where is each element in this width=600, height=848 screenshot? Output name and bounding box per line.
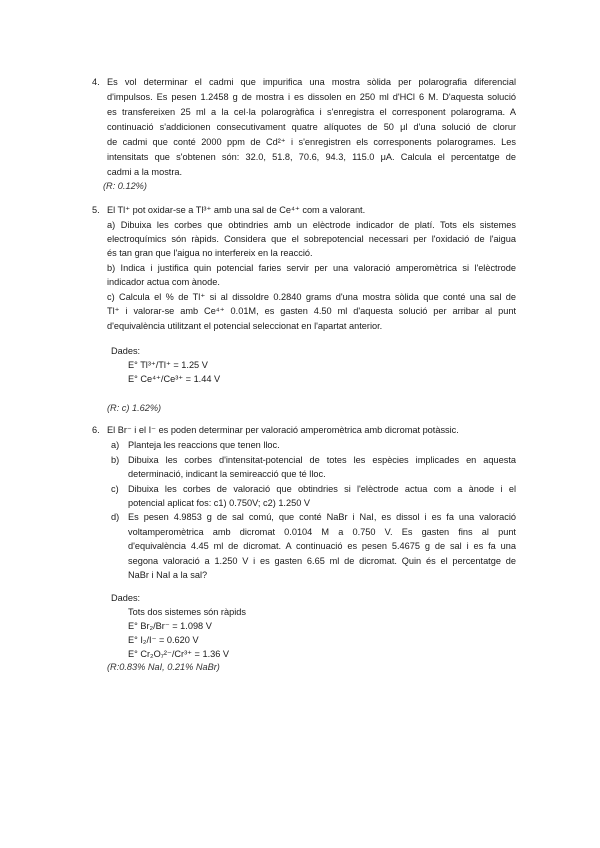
q6-item-c-line-2: potencial aplicat fos: c1) 0.750V; c2) 1.250 V (128, 498, 310, 508)
q5-line-1: a) Dibuixa les corbes que obtindries amb un elèctrode indicador de platí. Tots els sistemes (107, 220, 516, 230)
q6-dades-label: Dades: (111, 593, 141, 603)
q6-item-a-label: a) (111, 440, 120, 450)
q6-dades-3: E° Cr₂O₇²⁻/Cr³⁺ = 1.36 V (128, 649, 230, 659)
q5-dades-2: E° Ce⁴⁺/Ce³⁺ = 1.44 V (128, 374, 221, 384)
q4-answer: (R: 0.12%) (103, 181, 147, 191)
q6-dades-1: E° Br₂/Br⁻ = 1.098 V (128, 621, 212, 631)
q6-item-b-line-2: determinació, indicant la semireacció que té lloc. (128, 469, 326, 479)
q6-item-d-line-1: Es pesen 4.9853 g de sal comú, que conté NaBr i NaI, es dissol i es fa una valoració (128, 512, 516, 522)
q4-line-3: es transfereixen 25 ml a la cel·la polarogràfica i s'enregistra el corresponent polarograma. A (107, 107, 516, 117)
q6-intro: El Br⁻ i el I⁻ es poden determinar per valoració amperomètrica amb dicromat potàssic. (107, 425, 459, 435)
q6-item-d-line-2: voltamperomètrica amb dicromat 0.0104 M a 0.750 V. Es gasten fins al punt (128, 527, 516, 537)
q5-dades-label: Dades: (111, 346, 141, 356)
q5-intro: El Tl⁺ pot oxidar-se a Tl³⁺ amb una sal de Ce⁴⁺ com a valorant. (107, 205, 366, 215)
q6-item-a-line-1: Planteja les reaccions que tenen lloc. (128, 440, 280, 450)
q6-answer: (R:0.83% NaI, 0.21% NaBr) (107, 662, 220, 672)
q4-line-5: de cadmi que conté 2000 ppm de Cd²⁺ i s'enregistren els corresponents polarogrames. Les (107, 137, 516, 147)
q5-answer: (R: c) 1.62%) (107, 403, 162, 413)
q6-item-d-line-3: d'equivalència 4.45 ml de dicromat. A continuació es pesen 5.4675 g de sal i es fa una (128, 541, 516, 551)
q4-line-7: cadmi a la mostra. (107, 167, 183, 177)
q5-line-7: Tl⁺ i valorar-se amb Ce⁴⁺ 0.01M, es gasten 4.50 ml d'aquesta solució per arribar al punt (107, 306, 516, 316)
q6-dades-note: Tots dos sistemes són ràpids (128, 607, 246, 617)
q6-item-b-label: b) (111, 455, 120, 465)
q4-line-2: d'impulsos. Es pesen 1.2458 g de mostra i es dissolen en 250 ml d'HCl 6 M. D'aquesta solució (107, 92, 516, 102)
q4-number: 4. (92, 77, 100, 87)
q6-dades-2: E° I₂/I⁻ = 0.620 V (128, 635, 199, 645)
q5-line-3: és tan gran que l'aigua no interfereix en la reacció. (107, 248, 313, 258)
q6-item-b-line-1: Dibuixa les corbes d'intensitat-potencial de totes les espècies implicades en aquesta (128, 455, 516, 465)
q4-line-4: continuació s'addicionen consecutivament quatre alíquotes de 50 μl d'una solució de clorur (107, 122, 516, 132)
q6-item-d-line-5: NaBr i NaI a la sal? (128, 570, 208, 580)
q4-line-1: Es vol determinar el cadmi que impurifica una mostra sòlida per polarografia diferencial (107, 77, 516, 87)
q5-line-5: indicador actua com ànode. (107, 277, 220, 287)
q6-item-c-line-1: Dibuixa les corbes de valoració que obtindries si l'elèctrode actua com a ànode i el (128, 484, 516, 494)
q5-line-6: c) Calcula el % de Tl⁺ si al dissoldre 0.2840 grams d'una mostra sòlida que conté una sal de (107, 292, 516, 302)
q5-number: 5. (92, 205, 100, 215)
q5-dades-1: E° Tl³⁺/Tl⁺ = 1.25 V (128, 360, 208, 370)
q5-line-4: b) Indica i justifica quin potencial faries servir per una valoració amperomètrica si l'elèctrode (107, 263, 516, 273)
q6-number: 6. (92, 425, 100, 435)
q5-line-2: electroquímics són ràpids. Considera que el sobrepotencial necessari per l'oxidació de l'aigua (107, 234, 516, 244)
q6-item-d-label: d) (111, 512, 120, 522)
q6-item-d-line-4: segona valoració a 1.250 V i es gasten 6.65 ml de dicromat. Quin és el percentatge de (128, 556, 516, 566)
q6-item-c-label: c) (111, 484, 119, 494)
q5-line-8: d'equivalència utilitzant el potencial seleccionat en l'apartat anterior. (107, 321, 383, 331)
q4-line-6: intensitats que s'obtenen són: 32.0, 51.8, 70.6, 94.3, 115.0 μA. Calcula el percentatge de (107, 152, 516, 162)
